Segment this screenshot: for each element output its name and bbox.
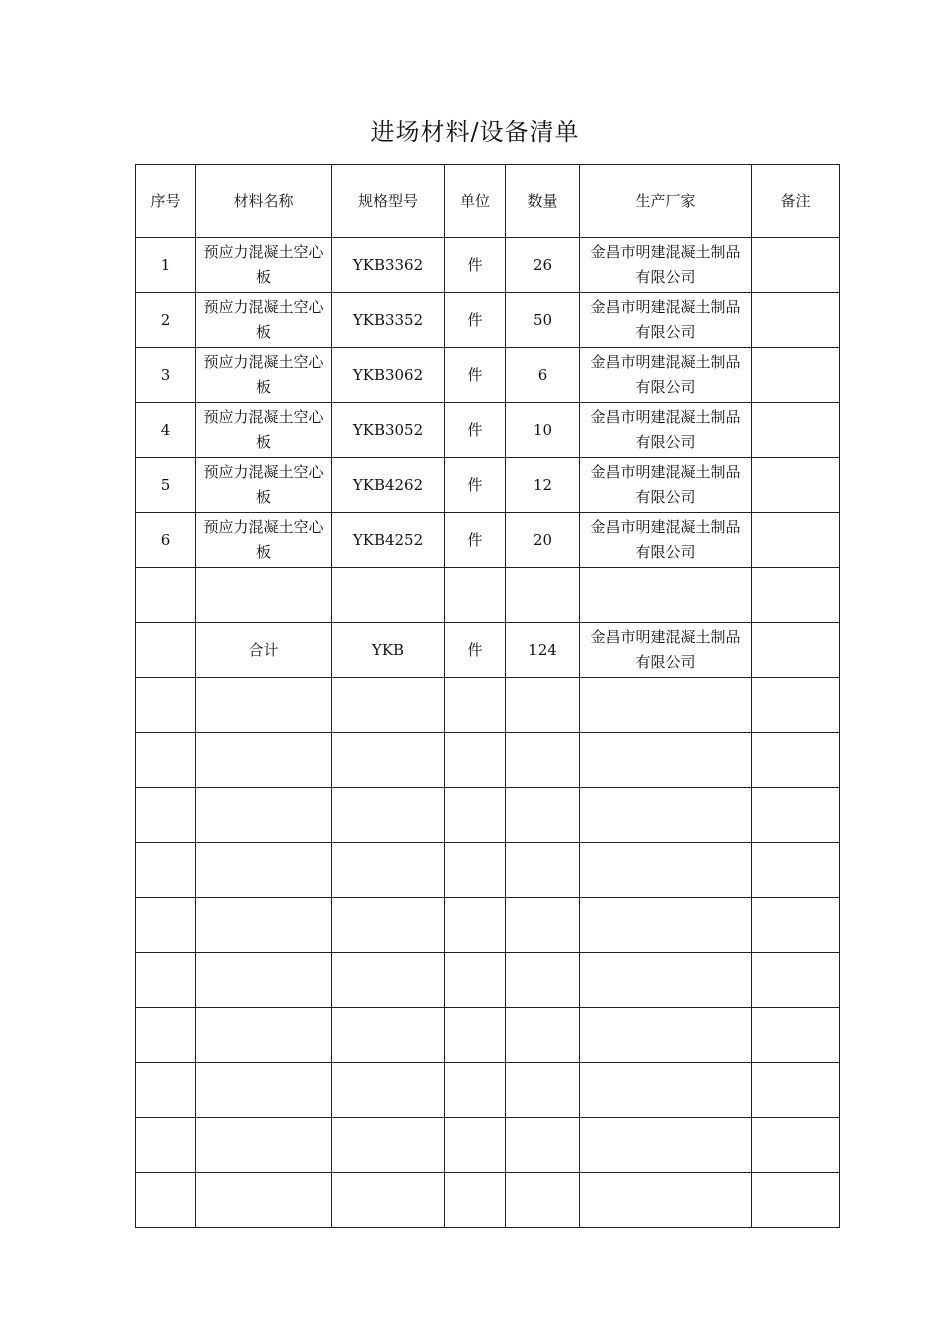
cell-manufacturer: 金昌市明建混凝土制品有限公司 <box>580 623 752 678</box>
cell-material-name: 预应力混凝土空心板 <box>196 293 332 348</box>
cell-spec-model <box>332 678 445 733</box>
cell-manufacturer: 金昌市明建混凝土制品有限公司 <box>580 403 752 458</box>
cell-index <box>136 843 196 898</box>
cell-quantity: 20 <box>506 513 580 568</box>
cell-quantity <box>506 898 580 953</box>
cell-unit <box>445 733 506 788</box>
cell-material-name <box>196 843 332 898</box>
cell-remarks <box>752 678 840 733</box>
cell-index: 3 <box>136 348 196 403</box>
header-remarks: 备注 <box>752 165 840 238</box>
cell-spec-model <box>332 788 445 843</box>
cell-spec-model <box>332 898 445 953</box>
header-index: 序号 <box>136 165 196 238</box>
cell-spec-model: YKB3352 <box>332 293 445 348</box>
cell-remarks <box>752 733 840 788</box>
header-material-name: 材料名称 <box>196 165 332 238</box>
cell-remarks <box>752 513 840 568</box>
cell-spec-model <box>332 1173 445 1228</box>
cell-unit: 件 <box>445 348 506 403</box>
cell-manufacturer <box>580 898 752 953</box>
cell-remarks <box>752 403 840 458</box>
table-row <box>136 898 840 953</box>
cell-quantity: 12 <box>506 458 580 513</box>
cell-remarks <box>752 843 840 898</box>
cell-quantity <box>506 1008 580 1063</box>
cell-quantity <box>506 678 580 733</box>
cell-unit <box>445 953 506 1008</box>
cell-material-name <box>196 1118 332 1173</box>
cell-unit <box>445 568 506 623</box>
cell-remarks <box>752 568 840 623</box>
cell-manufacturer <box>580 843 752 898</box>
cell-manufacturer: 金昌市明建混凝土制品有限公司 <box>580 348 752 403</box>
cell-unit: 件 <box>445 403 506 458</box>
cell-material-name <box>196 1063 332 1118</box>
cell-manufacturer <box>580 733 752 788</box>
cell-manufacturer <box>580 1008 752 1063</box>
cell-unit <box>445 1008 506 1063</box>
cell-material-name <box>196 788 332 843</box>
cell-manufacturer <box>580 568 752 623</box>
cell-index <box>136 898 196 953</box>
cell-spec-model: YKB <box>332 623 445 678</box>
table-row <box>136 623 840 678</box>
cell-quantity <box>506 733 580 788</box>
table-row <box>136 953 840 1008</box>
cell-index: 6 <box>136 513 196 568</box>
table-row <box>136 403 840 458</box>
cell-quantity <box>506 953 580 1008</box>
cell-unit: 件 <box>445 623 506 678</box>
table-header-row <box>136 165 840 238</box>
cell-quantity <box>506 1118 580 1173</box>
cell-material-name <box>196 898 332 953</box>
table-row <box>136 843 840 898</box>
cell-material-name <box>196 678 332 733</box>
cell-manufacturer <box>580 678 752 733</box>
cell-quantity <box>506 1173 580 1228</box>
cell-remarks <box>752 293 840 348</box>
cell-manufacturer <box>580 953 752 1008</box>
cell-material-name: 合计 <box>196 623 332 678</box>
table-row <box>136 1063 840 1118</box>
cell-unit <box>445 678 506 733</box>
cell-unit: 件 <box>445 293 506 348</box>
cell-quantity <box>506 568 580 623</box>
table-row <box>136 1008 840 1063</box>
cell-spec-model <box>332 843 445 898</box>
cell-remarks <box>752 348 840 403</box>
cell-quantity: 26 <box>506 238 580 293</box>
header-manufacturer: 生产厂家 <box>580 165 752 238</box>
cell-index <box>136 1173 196 1228</box>
cell-index <box>136 678 196 733</box>
cell-index <box>136 568 196 623</box>
cell-spec-model <box>332 1063 445 1118</box>
cell-quantity <box>506 788 580 843</box>
table-row <box>136 513 840 568</box>
cell-quantity: 6 <box>506 348 580 403</box>
cell-unit <box>445 1063 506 1118</box>
cell-material-name: 预应力混凝土空心板 <box>196 513 332 568</box>
cell-manufacturer <box>580 1063 752 1118</box>
cell-spec-model: YKB3362 <box>332 238 445 293</box>
cell-spec-model: YKB3062 <box>332 348 445 403</box>
cell-material-name <box>196 953 332 1008</box>
cell-remarks <box>752 623 840 678</box>
cell-index <box>136 623 196 678</box>
cell-material-name: 预应力混凝土空心板 <box>196 238 332 293</box>
cell-manufacturer: 金昌市明建混凝土制品有限公司 <box>580 513 752 568</box>
cell-spec-model <box>332 1008 445 1063</box>
cell-remarks <box>752 1118 840 1173</box>
table-row <box>136 788 840 843</box>
cell-spec-model <box>332 568 445 623</box>
cell-quantity: 124 <box>506 623 580 678</box>
cell-index: 4 <box>136 403 196 458</box>
cell-manufacturer: 金昌市明建混凝土制品有限公司 <box>580 293 752 348</box>
cell-unit <box>445 843 506 898</box>
cell-manufacturer: 金昌市明建混凝土制品有限公司 <box>580 458 752 513</box>
cell-unit: 件 <box>445 458 506 513</box>
document-title: 进场材料/设备清单 <box>370 118 580 146</box>
table-row <box>136 293 840 348</box>
cell-remarks <box>752 458 840 513</box>
materials-table <box>135 164 840 1228</box>
table-row <box>136 733 840 788</box>
cell-index <box>136 788 196 843</box>
table-row <box>136 348 840 403</box>
cell-spec-model <box>332 1118 445 1173</box>
cell-index: 5 <box>136 458 196 513</box>
cell-index <box>136 1118 196 1173</box>
cell-remarks <box>752 788 840 843</box>
cell-index: 1 <box>136 238 196 293</box>
cell-spec-model: YKB4252 <box>332 513 445 568</box>
cell-spec-model: YKB3052 <box>332 403 445 458</box>
table-row <box>136 238 840 293</box>
cell-manufacturer <box>580 1118 752 1173</box>
cell-index: 2 <box>136 293 196 348</box>
cell-manufacturer <box>580 1173 752 1228</box>
table-row <box>136 458 840 513</box>
cell-material-name <box>196 1173 332 1228</box>
cell-material-name <box>196 1008 332 1063</box>
cell-index <box>136 1008 196 1063</box>
cell-unit <box>445 1173 506 1228</box>
cell-remarks <box>752 1008 840 1063</box>
cell-remarks <box>752 1063 840 1118</box>
cell-spec-model: YKB4262 <box>332 458 445 513</box>
cell-remarks <box>752 953 840 1008</box>
cell-unit <box>445 898 506 953</box>
table-row <box>136 1118 840 1173</box>
cell-remarks <box>752 898 840 953</box>
cell-spec-model <box>332 733 445 788</box>
cell-index <box>136 953 196 1008</box>
cell-index <box>136 1063 196 1118</box>
cell-remarks <box>752 238 840 293</box>
header-unit: 单位 <box>445 165 506 238</box>
cell-material-name: 预应力混凝土空心板 <box>196 458 332 513</box>
header-spec-model: 规格型号 <box>332 165 445 238</box>
table-row <box>136 568 840 623</box>
table-row <box>136 1173 840 1228</box>
cell-unit: 件 <box>445 513 506 568</box>
cell-material-name <box>196 568 332 623</box>
cell-manufacturer <box>580 788 752 843</box>
cell-manufacturer: 金昌市明建混凝土制品有限公司 <box>580 238 752 293</box>
cell-quantity <box>506 1063 580 1118</box>
cell-remarks <box>752 1173 840 1228</box>
cell-material-name: 预应力混凝土空心板 <box>196 403 332 458</box>
cell-material-name <box>196 733 332 788</box>
header-quantity: 数量 <box>506 165 580 238</box>
cell-quantity <box>506 843 580 898</box>
cell-spec-model <box>332 953 445 1008</box>
cell-material-name: 预应力混凝土空心板 <box>196 348 332 403</box>
cell-unit: 件 <box>445 238 506 293</box>
table-row <box>136 678 840 733</box>
cell-index <box>136 733 196 788</box>
cell-unit <box>445 788 506 843</box>
cell-quantity: 50 <box>506 293 580 348</box>
cell-quantity: 10 <box>506 403 580 458</box>
cell-unit <box>445 1118 506 1173</box>
